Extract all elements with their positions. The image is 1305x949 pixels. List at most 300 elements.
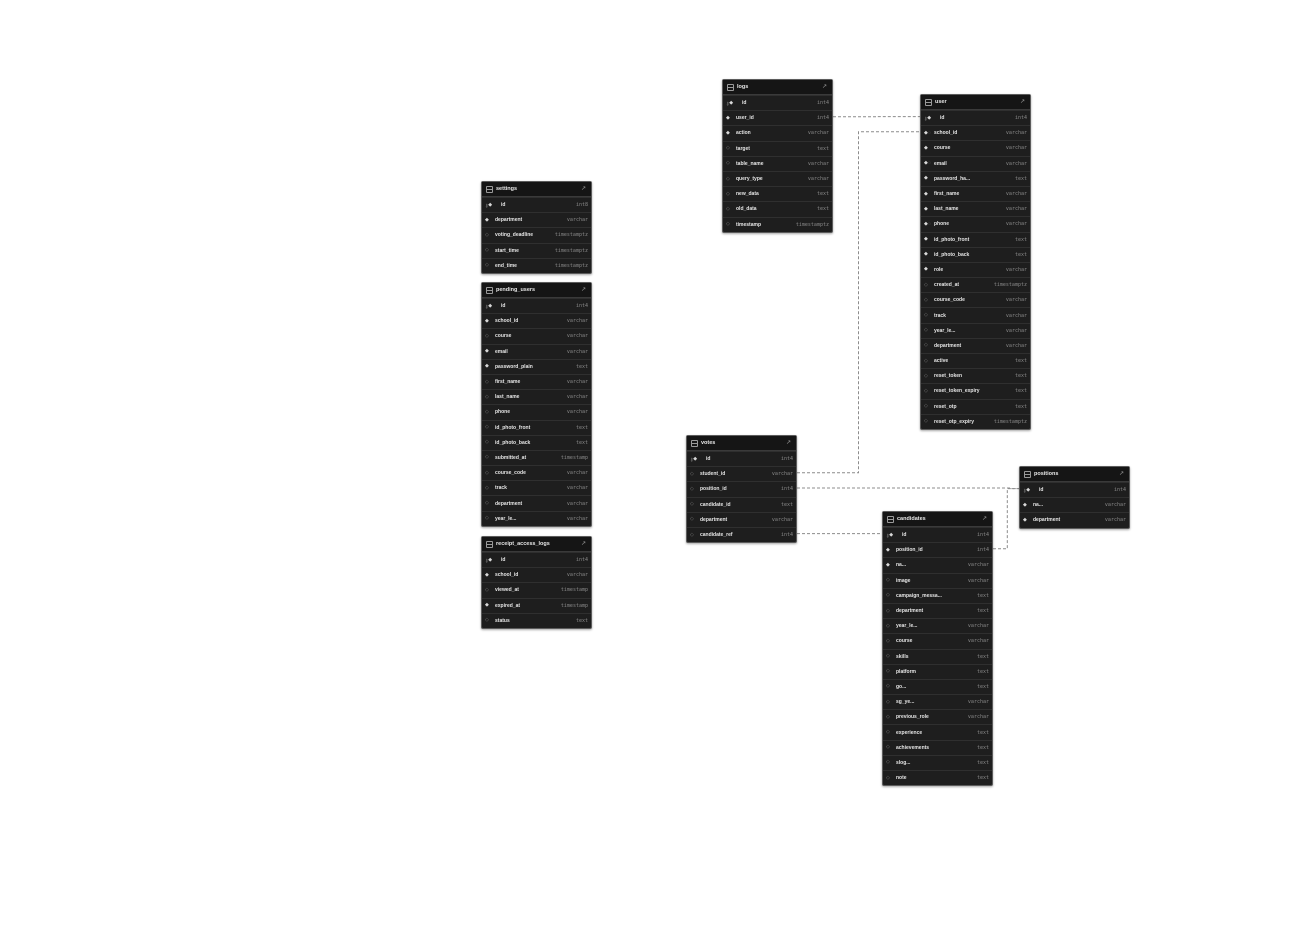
diamond-filled-icon: ◆ (927, 114, 932, 121)
column-name: first_name (934, 191, 960, 198)
column-markers (924, 161, 934, 166)
column-type: varchar (967, 577, 989, 584)
diamond-outline-icon: ◇ (924, 418, 928, 425)
column-row[interactable] (723, 110, 832, 125)
diamond-outline-icon: ◇ (886, 622, 890, 629)
column-row[interactable] (883, 633, 992, 648)
column-markers (924, 359, 934, 364)
column-type: timestamptz (554, 247, 588, 254)
column-markers (924, 328, 934, 333)
column-type: text (976, 775, 989, 782)
table-icon (486, 186, 493, 193)
column-type: int4 (816, 100, 829, 107)
column-markers (485, 364, 495, 369)
column-type: int4 (780, 532, 793, 539)
diamond-outline-icon: ◇ (726, 190, 730, 197)
column-type: int4 (1014, 115, 1027, 122)
table-header[interactable] (723, 80, 832, 95)
column-row[interactable] (883, 740, 992, 755)
column-row[interactable] (482, 598, 591, 613)
column-row[interactable] (921, 368, 1030, 383)
column-markers (485, 304, 495, 309)
column-type: varchar (566, 572, 588, 579)
diamond-outline-icon: ◇ (690, 531, 694, 538)
column-markers (886, 548, 896, 553)
column-markers (690, 517, 700, 522)
column-name: expired_at (495, 602, 521, 609)
diamond-outline-icon: ◇ (726, 205, 730, 212)
column-type: text (976, 759, 989, 766)
key-icon: ⚷ (485, 202, 489, 208)
diamond-filled-icon: ◆ (1023, 501, 1027, 508)
column-row[interactable] (482, 197, 591, 212)
column-markers (485, 218, 495, 223)
column-row[interactable] (482, 298, 591, 313)
external-link-icon[interactable]: ↗ (1118, 470, 1125, 477)
column-type: varchar (967, 562, 989, 569)
column-name: sg_ye... (896, 699, 915, 706)
diamond-filled-icon: ◆ (488, 201, 493, 208)
relation-edge[interactable] (993, 489, 1019, 549)
column-type: text (976, 592, 989, 599)
column-name: image (896, 577, 911, 584)
column-markers (726, 146, 736, 151)
column-markers (924, 116, 934, 121)
diamond-outline-icon: ◇ (886, 637, 890, 644)
column-name: user_id (736, 115, 754, 122)
column-row[interactable] (723, 186, 832, 201)
table-card-pending-users[interactable] (481, 282, 592, 527)
column-markers (924, 419, 934, 424)
column-row[interactable] (921, 323, 1030, 338)
diamond-filled-icon: ◆ (924, 129, 928, 136)
column-type: timestamptz (993, 418, 1027, 425)
column-type: varchar (566, 470, 588, 477)
diamond-outline-icon: ◇ (485, 586, 489, 593)
column-markers (485, 248, 495, 253)
diamond-outline-icon: ◇ (886, 683, 890, 690)
column-name: new_data (736, 191, 759, 198)
column-markers (485, 501, 495, 506)
column-row[interactable] (883, 618, 992, 633)
column-type: text (1014, 373, 1027, 380)
diamond-filled-icon: ◆ (924, 236, 928, 243)
column-markers (924, 207, 934, 212)
column-row[interactable] (687, 527, 796, 542)
column-row[interactable] (482, 243, 591, 258)
column-row[interactable] (723, 125, 832, 140)
column-type: int4 (780, 486, 793, 493)
diamond-outline-icon: ◇ (886, 607, 890, 614)
diamond-filled-icon: ◆ (924, 144, 928, 151)
column-name: end_time (495, 262, 517, 269)
column-row[interactable] (482, 613, 591, 628)
diamond-outline-icon: ◇ (924, 281, 928, 288)
column-name: school_id (495, 572, 519, 579)
diamond-filled-icon: ◆ (1023, 516, 1027, 523)
table-card-positions[interactable] (1019, 466, 1130, 529)
table-card-logs[interactable] (722, 79, 833, 233)
column-name: school_id (934, 130, 958, 137)
column-row[interactable] (482, 328, 591, 343)
column-name: email (934, 160, 947, 167)
diamond-outline-icon: ◇ (886, 759, 890, 766)
column-type: varchar (566, 409, 588, 416)
diamond-outline-icon: ◇ (886, 592, 890, 599)
diamond-outline-icon: ◇ (886, 653, 890, 660)
column-row[interactable] (883, 573, 992, 588)
diamond-filled-icon: ◆ (924, 251, 928, 258)
column-markers (924, 237, 934, 242)
diamond-outline-icon: ◇ (886, 774, 890, 781)
diamond-outline-icon: ◇ (485, 231, 489, 238)
external-link-icon[interactable]: ↗ (580, 540, 587, 547)
diamond-filled-icon: ◆ (485, 602, 489, 609)
column-name: course_code (934, 297, 965, 304)
column-name: id_photo_front (495, 424, 531, 431)
column-row[interactable] (883, 542, 992, 557)
column-name: department (1033, 517, 1061, 524)
column-markers (886, 684, 896, 689)
column-type: varchar (1005, 312, 1027, 319)
column-markers (924, 404, 934, 409)
column-markers (485, 425, 495, 430)
column-row[interactable] (723, 95, 832, 110)
column-type: timestamptz (554, 232, 588, 239)
column-type: varchar (566, 379, 588, 386)
column-row[interactable] (921, 201, 1030, 216)
diamond-outline-icon: ◇ (690, 501, 694, 508)
column-row[interactable] (921, 186, 1030, 201)
column-row[interactable] (723, 156, 832, 171)
column-markers (924, 343, 934, 348)
column-name: password_ha... (934, 175, 971, 182)
column-row[interactable] (883, 557, 992, 572)
column-name: year_le... (934, 327, 956, 334)
table-card-votes[interactable] (686, 435, 797, 543)
column-row[interactable] (883, 664, 992, 679)
external-link-icon[interactable]: ↗ (580, 185, 587, 192)
column-row[interactable] (1020, 482, 1129, 497)
column-row[interactable] (883, 588, 992, 603)
column-row[interactable] (687, 481, 796, 496)
column-name: role (934, 266, 944, 273)
column-row[interactable] (921, 140, 1030, 155)
column-markers (690, 457, 700, 462)
relation-edge[interactable] (797, 488, 1019, 489)
column-row[interactable] (687, 512, 796, 527)
column-row[interactable] (482, 495, 591, 510)
column-row[interactable] (921, 277, 1030, 292)
column-type: text (976, 744, 989, 751)
column-type: varchar (967, 638, 989, 645)
external-link-icon[interactable]: ↗ (821, 83, 828, 90)
column-name: student_id (700, 471, 726, 478)
column-row[interactable] (883, 709, 992, 724)
column-row[interactable] (482, 450, 591, 465)
column-name: school_id (495, 318, 519, 325)
column-markers (485, 573, 495, 578)
column-name: skills (896, 653, 909, 660)
column-type: varchar (967, 714, 989, 721)
column-markers (886, 533, 896, 538)
table-header[interactable] (482, 283, 591, 298)
column-name: platform (896, 668, 916, 675)
key-icon: ⚷ (1023, 487, 1027, 493)
column-markers (886, 745, 896, 750)
column-row[interactable] (921, 338, 1030, 353)
column-markers (1023, 518, 1033, 523)
column-name: course (896, 638, 913, 645)
column-markers (485, 603, 495, 608)
column-type: timestamptz (795, 221, 829, 228)
column-markers (924, 176, 934, 181)
column-row[interactable] (921, 414, 1030, 429)
column-type: varchar (1005, 297, 1027, 304)
diamond-outline-icon: ◇ (485, 247, 489, 254)
column-row[interactable] (482, 567, 591, 582)
column-type: text (816, 206, 829, 213)
column-type: text (575, 424, 588, 431)
column-row[interactable] (921, 171, 1030, 186)
column-row[interactable] (921, 383, 1030, 398)
column-markers (485, 455, 495, 460)
column-name: timestamp (736, 221, 762, 228)
table-card-receipt-access-logs[interactable] (481, 536, 592, 629)
column-type: varchar (1104, 517, 1126, 524)
column-row[interactable] (883, 527, 992, 542)
diamond-outline-icon: ◇ (485, 408, 489, 415)
column-row[interactable] (482, 374, 591, 389)
diamond-outline-icon: ◇ (485, 393, 489, 400)
column-name: phone (495, 409, 510, 416)
table-header[interactable] (1020, 467, 1129, 482)
column-type: varchar (566, 515, 588, 522)
column-row[interactable] (723, 171, 832, 186)
column-type: text (976, 668, 989, 675)
column-type: int4 (575, 557, 588, 564)
column-type: timestamptz (554, 262, 588, 269)
column-row[interactable] (482, 511, 591, 526)
column-name: note (896, 775, 907, 782)
column-markers (485, 203, 495, 208)
column-row[interactable] (883, 603, 992, 618)
column-type: text (1014, 251, 1027, 258)
column-markers (924, 222, 934, 227)
column-markers (690, 502, 700, 507)
column-name: old_data (736, 206, 757, 213)
column-row[interactable] (687, 451, 796, 466)
key-icon: ⚷ (485, 303, 489, 309)
column-row[interactable] (687, 497, 796, 512)
table-name: positions (1034, 471, 1059, 477)
column-row[interactable] (723, 217, 832, 232)
column-row[interactable] (883, 770, 992, 785)
column-markers (485, 380, 495, 385)
diamond-filled-icon: ◆ (485, 571, 489, 578)
column-markers (1023, 503, 1033, 508)
diamond-outline-icon: ◇ (924, 357, 928, 364)
column-row[interactable] (482, 313, 591, 328)
diamond-outline-icon: ◇ (924, 372, 928, 379)
column-row[interactable] (482, 389, 591, 404)
column-row[interactable] (723, 141, 832, 156)
column-markers (924, 267, 934, 272)
column-name: last_name (934, 206, 959, 213)
column-markers (924, 146, 934, 151)
column-markers (886, 624, 896, 629)
column-row[interactable] (921, 399, 1030, 414)
external-link-icon[interactable]: ↗ (580, 286, 587, 293)
column-name: viewed_at (495, 587, 519, 594)
column-row[interactable] (482, 344, 591, 359)
diamond-outline-icon: ◇ (485, 500, 489, 507)
column-row[interactable] (482, 552, 591, 567)
column-name: track (495, 485, 507, 492)
column-type: text (575, 363, 588, 370)
column-name: track (934, 312, 946, 319)
diamond-outline-icon: ◇ (886, 713, 890, 720)
column-name: query_type (736, 176, 763, 183)
column-row[interactable] (482, 480, 591, 495)
table-name: settings (496, 186, 518, 192)
column-name: department (495, 500, 523, 507)
table-name: candidates (897, 516, 926, 522)
column-markers (886, 669, 896, 674)
diamond-outline-icon: ◇ (924, 327, 928, 334)
column-row[interactable] (921, 247, 1030, 262)
column-row[interactable] (921, 292, 1030, 307)
column-type: int4 (976, 532, 989, 539)
column-row[interactable] (687, 466, 796, 481)
column-row[interactable] (921, 353, 1030, 368)
column-markers (886, 700, 896, 705)
column-row[interactable] (921, 307, 1030, 322)
diamond-filled-icon: ◆ (924, 175, 928, 182)
external-link-icon[interactable]: ↗ (785, 439, 792, 446)
diamond-outline-icon: ◇ (485, 424, 489, 431)
column-markers (726, 207, 736, 212)
column-type: text (976, 683, 989, 690)
external-link-icon[interactable]: ↗ (1019, 98, 1026, 105)
table-icon (691, 440, 698, 447)
column-name: campaign_messa... (896, 592, 942, 599)
diamond-outline-icon: ◇ (485, 378, 489, 385)
column-name: go... (896, 683, 907, 690)
diamond-filled-icon: ◆ (488, 302, 493, 309)
table-card-user[interactable] (920, 94, 1031, 430)
column-row[interactable] (723, 201, 832, 216)
column-row[interactable] (921, 262, 1030, 277)
diamond-filled-icon: ◆ (886, 546, 890, 553)
column-row[interactable] (921, 232, 1030, 247)
column-type: varchar (1005, 130, 1027, 137)
column-type: text (976, 653, 989, 660)
table-header[interactable] (482, 537, 591, 552)
column-type: varchar (1005, 221, 1027, 228)
column-type: int4 (575, 303, 588, 310)
column-type: varchar (1005, 145, 1027, 152)
column-name: id (940, 115, 945, 122)
column-markers (485, 558, 495, 563)
column-type: timestamp (560, 602, 588, 609)
column-markers (485, 618, 495, 623)
column-type: text (976, 729, 989, 736)
column-type: varchar (566, 318, 588, 325)
column-row[interactable] (883, 755, 992, 770)
diamond-outline-icon: ◇ (924, 403, 928, 410)
column-row[interactable] (1020, 497, 1129, 512)
column-type: varchar (1005, 266, 1027, 273)
column-name: department (934, 342, 962, 349)
column-row[interactable] (482, 435, 591, 450)
column-row[interactable] (482, 465, 591, 480)
table-icon (486, 287, 493, 294)
diamond-outline-icon: ◇ (485, 469, 489, 476)
diamond-outline-icon: ◇ (485, 515, 489, 522)
external-link-icon[interactable]: ↗ (981, 515, 988, 522)
column-row[interactable] (482, 227, 591, 242)
table-header[interactable] (883, 512, 992, 527)
column-row[interactable] (883, 679, 992, 694)
column-name: reset_token (934, 373, 963, 380)
column-name: id (902, 532, 907, 539)
column-row[interactable] (482, 359, 591, 374)
column-markers (886, 730, 896, 735)
column-type: varchar (566, 333, 588, 340)
column-markers (886, 654, 896, 659)
column-markers (485, 440, 495, 445)
column-name: experience (896, 729, 923, 736)
column-name: email (495, 348, 508, 355)
column-row[interactable] (482, 212, 591, 227)
column-row[interactable] (921, 125, 1030, 140)
table-icon (486, 541, 493, 548)
column-type: varchar (1005, 327, 1027, 334)
column-markers (726, 101, 736, 106)
key-icon: ⚷ (886, 532, 890, 538)
column-type: varchar (807, 176, 829, 183)
column-name: previous_role (896, 714, 929, 721)
table-card-settings[interactable] (481, 181, 592, 274)
table-header[interactable] (921, 95, 1030, 110)
column-name: id (1039, 487, 1044, 494)
table-header[interactable] (687, 436, 796, 451)
column-type: varchar (807, 130, 829, 137)
column-row[interactable] (921, 110, 1030, 125)
column-row[interactable] (1020, 512, 1129, 527)
column-row[interactable] (921, 156, 1030, 171)
diamond-outline-icon: ◇ (690, 470, 694, 477)
column-row[interactable] (482, 582, 591, 597)
column-name: position_id (700, 486, 727, 493)
table-header[interactable] (482, 182, 591, 197)
column-row[interactable] (883, 724, 992, 739)
table-name: logs (737, 84, 749, 90)
column-row[interactable] (482, 258, 591, 273)
diamond-outline-icon: ◇ (924, 312, 928, 319)
column-name: department (495, 217, 523, 224)
column-row[interactable] (883, 694, 992, 709)
table-card-candidates[interactable] (882, 511, 993, 786)
column-name: target (736, 145, 750, 152)
column-row[interactable] (921, 216, 1030, 231)
diamond-outline-icon: ◇ (485, 332, 489, 339)
column-row[interactable] (482, 420, 591, 435)
column-row[interactable] (482, 404, 591, 419)
diamond-filled-icon: ◆ (924, 205, 928, 212)
column-row[interactable] (883, 649, 992, 664)
